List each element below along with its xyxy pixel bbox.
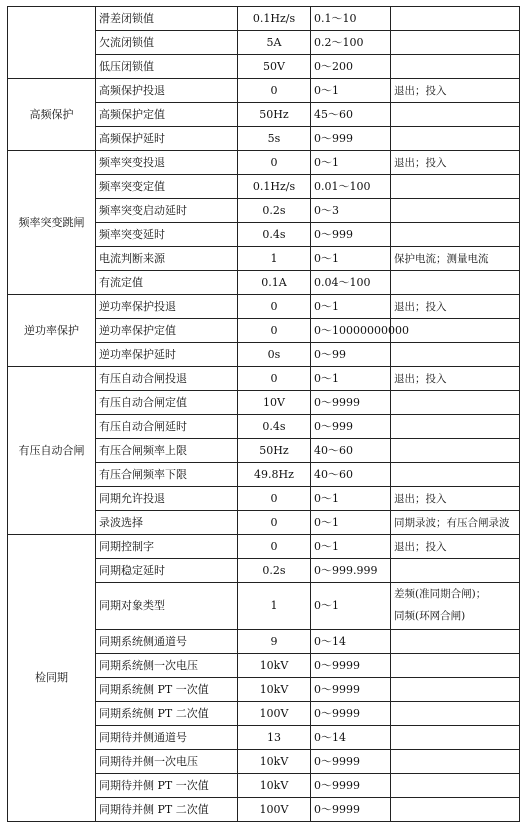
setting-range-cell: 0～1: [311, 535, 391, 559]
setting-name-cell: 同期待并侧通道号: [96, 726, 238, 750]
setting-value-cell: 49.8Hz: [238, 463, 311, 487]
setting-range-cell: 0～10000000000: [311, 319, 391, 343]
setting-name-cell: 高频保护延时: [96, 127, 238, 151]
setting-remark-cell: 退出；投入: [391, 295, 520, 319]
setting-name-cell: 同期待并侧 PT 二次值: [96, 798, 238, 822]
setting-value-cell: 50V: [238, 55, 311, 79]
setting-value-cell: 0.2s: [238, 559, 311, 583]
setting-name-cell: 同期对象类型: [96, 583, 238, 630]
setting-value-cell: 0s: [238, 343, 311, 367]
setting-name-cell: 同期待并侧 PT 一次值: [96, 774, 238, 798]
setting-remark-cell: [391, 439, 520, 463]
table-row: [8, 7, 520, 31]
setting-remark-cell: 退出；投入: [391, 487, 520, 511]
setting-remark-cell: [391, 559, 520, 583]
setting-value-cell: 10kV: [238, 774, 311, 798]
setting-remark-cell: [391, 31, 520, 55]
setting-value-cell: 1: [238, 247, 311, 271]
setting-range-cell: 0～1: [311, 151, 391, 175]
setting-remark-cell: 退出；投入: [391, 151, 520, 175]
setting-remark-cell: [391, 271, 520, 295]
setting-value-cell: 0: [238, 511, 311, 535]
setting-range-cell: 0～9999: [311, 798, 391, 822]
setting-remark-cell: [391, 127, 520, 151]
table-row: [8, 151, 520, 175]
setting-name-cell: 有压合闸频率上限: [96, 439, 238, 463]
setting-value-cell: 13: [238, 726, 311, 750]
setting-value-cell: 0: [238, 151, 311, 175]
setting-remark-cell: [391, 798, 520, 822]
setting-name-cell: 低压闭锁值: [96, 55, 238, 79]
setting-range-cell: 0～9999: [311, 678, 391, 702]
setting-name-cell: 高频保护投退: [96, 79, 238, 103]
setting-range-cell: 0～9999: [311, 391, 391, 415]
setting-remark-cell: [391, 319, 520, 343]
setting-remark-cell: [391, 7, 520, 31]
setting-name-cell: 同期稳定延时: [96, 559, 238, 583]
setting-value-cell: 0.1A: [238, 271, 311, 295]
setting-value-cell: 0.4s: [238, 415, 311, 439]
setting-remark-cell: [391, 463, 520, 487]
setting-range-cell: 0.2～100: [311, 31, 391, 55]
setting-range-cell: 0～9999: [311, 774, 391, 798]
group-name-cell: 有压自动合闸: [8, 367, 96, 535]
setting-remark-cell: 保护电流；测量电流: [391, 247, 520, 271]
setting-name-cell: 有流定值: [96, 271, 238, 295]
setting-range-cell: 0.01～100: [311, 175, 391, 199]
setting-name-cell: 频率突变延时: [96, 223, 238, 247]
group-name-cell: [8, 7, 96, 79]
setting-remark-cell: [391, 223, 520, 247]
setting-value-cell: 0: [238, 295, 311, 319]
setting-range-cell: 0～1: [311, 583, 391, 630]
setting-name-cell: 逆功率保护延时: [96, 343, 238, 367]
setting-value-cell: 50Hz: [238, 103, 311, 127]
table-row: [8, 79, 520, 103]
setting-remark-cell: 退出；投入: [391, 79, 520, 103]
setting-value-cell: 0: [238, 535, 311, 559]
setting-range-cell: 0～1: [311, 367, 391, 391]
setting-name-cell: 同期待并侧一次电压: [96, 750, 238, 774]
setting-remark-cell: 退出；投入: [391, 535, 520, 559]
table-row: [8, 295, 520, 319]
setting-remark-cell: [391, 678, 520, 702]
setting-value-cell: 100V: [238, 798, 311, 822]
setting-name-cell: 逆功率保护投退: [96, 295, 238, 319]
setting-range-cell: 0～9999: [311, 702, 391, 726]
setting-value-cell: 0.4s: [238, 223, 311, 247]
setting-name-cell: 滑差闭锁值: [96, 7, 238, 31]
setting-value-cell: 5A: [238, 31, 311, 55]
setting-remark-cell: [391, 654, 520, 678]
setting-range-cell: 0～1: [311, 487, 391, 511]
setting-remark-cell: [391, 583, 520, 630]
setting-remark-cell: 同期录波；有压合闸录波: [391, 511, 520, 535]
setting-range-cell: 0～999.999: [311, 559, 391, 583]
setting-value-cell: 50Hz: [238, 439, 311, 463]
setting-name-cell: 同期允许投退: [96, 487, 238, 511]
setting-remark-cell: [391, 726, 520, 750]
setting-name-cell: 频率突变启动延时: [96, 199, 238, 223]
setting-remark-cell: [391, 175, 520, 199]
setting-name-cell: 逆功率保护定值: [96, 319, 238, 343]
setting-remark-cell: [391, 391, 520, 415]
setting-value-cell: 0.1Hz/s: [238, 7, 311, 31]
setting-remark-cell: 退出；投入: [391, 367, 520, 391]
setting-name-cell: 频率突变投退: [96, 151, 238, 175]
setting-remark-cell: [391, 199, 520, 223]
group-name-cell: 逆功率保护: [8, 295, 96, 367]
group-name-cell: 检同期: [8, 535, 96, 822]
setting-value-cell: 5s: [238, 127, 311, 151]
setting-range-cell: 0～999: [311, 415, 391, 439]
table-row: [8, 535, 520, 559]
setting-name-cell: 频率突变定值: [96, 175, 238, 199]
setting-name-cell: 有压自动合闸延时: [96, 415, 238, 439]
setting-name-cell: 电流判断来源: [96, 247, 238, 271]
setting-range-cell: 0～14: [311, 630, 391, 654]
setting-remark-cell: [391, 774, 520, 798]
setting-range-cell: 0～999: [311, 127, 391, 151]
table-row: [8, 367, 520, 391]
setting-range-cell: 0～9999: [311, 750, 391, 774]
setting-value-cell: 10kV: [238, 750, 311, 774]
setting-range-cell: 45～60: [311, 103, 391, 127]
setting-remark-cell: [391, 702, 520, 726]
setting-remark-cell: [391, 55, 520, 79]
setting-range-cell: 0～1: [311, 247, 391, 271]
setting-value-cell: 10V: [238, 391, 311, 415]
setting-range-cell: 0～1: [311, 511, 391, 535]
setting-value-cell: 1: [238, 583, 311, 630]
setting-remark-cell: [391, 630, 520, 654]
setting-name-cell: 同期系统侧 PT 二次值: [96, 702, 238, 726]
setting-name-cell: 同期控制字: [96, 535, 238, 559]
remark-line: 差频(准同期合闸)；: [394, 588, 487, 600]
setting-range-cell: 0.1～10: [311, 7, 391, 31]
setting-name-cell: 有压自动合闸投退: [96, 367, 238, 391]
setting-name-cell: 有压合闸频率下限: [96, 463, 238, 487]
setting-name-cell: 同期系统侧 PT 一次值: [96, 678, 238, 702]
setting-value-cell: 0: [238, 319, 311, 343]
setting-range-cell: 0.04～100: [311, 271, 391, 295]
setting-range-cell: 0～14: [311, 726, 391, 750]
setting-range-cell: 0～9999: [311, 654, 391, 678]
setting-value-cell: 9: [238, 630, 311, 654]
setting-remark-cell: [391, 103, 520, 127]
setting-name-cell: 欠流闭锁值: [96, 31, 238, 55]
setting-range-cell: 0～3: [311, 199, 391, 223]
setting-value-cell: 0.1Hz/s: [238, 175, 311, 199]
setting-remark-cell: [391, 750, 520, 774]
setting-value-cell: 0.2s: [238, 199, 311, 223]
setting-range-cell: 40～60: [311, 439, 391, 463]
setting-value-cell: 100V: [238, 702, 311, 726]
setting-value-cell: 10kV: [238, 678, 311, 702]
setting-value-cell: 10kV: [238, 654, 311, 678]
settings-table: [7, 6, 520, 822]
remark-line: 同频(环网合闸): [394, 610, 466, 622]
setting-name-cell: 有压自动合闸定值: [96, 391, 238, 415]
setting-remark-cell: [391, 343, 520, 367]
setting-value-cell: 0: [238, 487, 311, 511]
setting-range-cell: 0～999: [311, 223, 391, 247]
settings-table-body: [8, 7, 520, 822]
setting-name-cell: 高频保护定值: [96, 103, 238, 127]
setting-range-cell: 0～1: [311, 79, 391, 103]
setting-value-cell: 0: [238, 79, 311, 103]
setting-name-cell: 同期系统侧一次电压: [96, 654, 238, 678]
setting-name-cell: 同期系统侧通道号: [96, 630, 238, 654]
setting-remark-cell: [391, 415, 520, 439]
group-name-cell: 频率突变跳闸: [8, 151, 96, 295]
setting-range-cell: 40～60: [311, 463, 391, 487]
setting-range-cell: 0～99: [311, 343, 391, 367]
setting-value-cell: 0: [238, 367, 311, 391]
setting-range-cell: 0～200: [311, 55, 391, 79]
setting-name-cell: 录波选择: [96, 511, 238, 535]
group-name-cell: 高频保护: [8, 79, 96, 151]
setting-range-cell: 0～1: [311, 295, 391, 319]
